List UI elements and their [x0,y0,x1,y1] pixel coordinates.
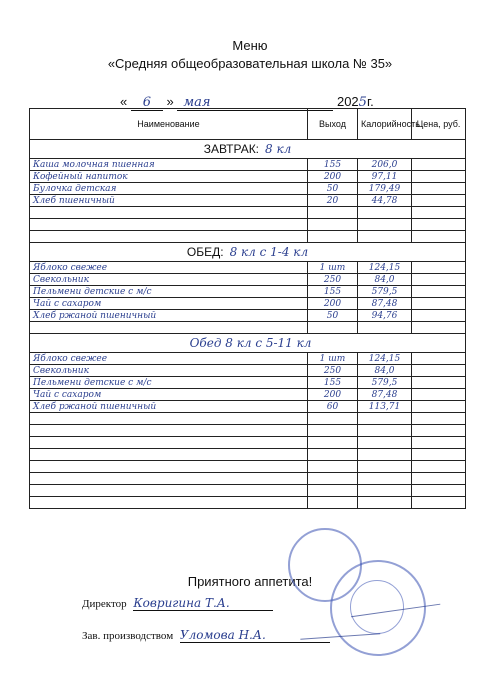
dish-kcal [358,207,412,219]
dish-price [412,473,466,485]
dish-price [412,413,466,425]
section-header [30,334,466,353]
dish-kcal [358,231,412,243]
table-row [30,195,466,207]
dish-kcal: 579,5 [358,377,412,389]
table-row [30,425,466,437]
dish-name [30,485,308,497]
table-row [30,274,466,286]
dish-name: Хлеб ржаной пшеничный [30,310,308,322]
dish-portion [308,461,358,473]
dish-kcal: 87,48 [358,389,412,401]
dish-price [412,219,466,231]
table-row [30,262,466,274]
dish-name: Чай с сахаром [30,298,308,310]
dish-kcal [358,425,412,437]
table-row [30,377,466,389]
dish-portion: 155 [308,159,358,171]
dish-kcal: 84,0 [358,365,412,377]
dish-kcal [358,449,412,461]
dish-name [30,461,308,473]
section-header [30,243,466,262]
footer-wish: Приятного аппетита! [187,574,313,589]
chef-label: Зав. производством [82,630,174,642]
column-header-name: Наименование [30,109,308,140]
table-row [30,449,466,461]
dish-kcal [358,497,412,509]
table-row [30,365,466,377]
section-header-cell [30,140,466,159]
dish-name: Каша молочная пшенная [30,159,308,171]
dish-portion [308,473,358,485]
school-name: «Средняя общеобразовательная школа № 35» [107,56,393,71]
chef-row [82,628,330,643]
dish-name: Яблоко свежее [30,353,308,365]
dish-price [412,449,466,461]
dish-portion [308,231,358,243]
dish-kcal [358,473,412,485]
dish-portion: 250 [308,365,358,377]
table-row [30,485,466,497]
dish-name: Пельмени детские с м/с [30,286,308,298]
dish-kcal [358,322,412,334]
dish-price [412,231,466,243]
table-row [30,413,466,425]
table-row [30,322,466,334]
dish-name [30,413,308,425]
table-row [30,286,466,298]
director-signature: Ковригина Т.А. [133,596,273,611]
date-close-quote: » [166,94,174,109]
dish-name: Свекольник [30,274,308,286]
dish-kcal: 94,76 [358,310,412,322]
dish-name: Кофейный напиток [30,171,308,183]
dish-portion [308,413,358,425]
dish-portion: 200 [308,389,358,401]
dish-price [412,286,466,298]
dish-name [30,231,308,243]
dish-price [412,437,466,449]
dish-portion [308,322,358,334]
column-header-kcal: Калорийность [358,109,412,140]
dish-portion: 1 шт [308,262,358,274]
dish-name [30,322,308,334]
dish-portion [308,449,358,461]
table-row [30,159,466,171]
dish-price [412,195,466,207]
dish-name: Булочка детская [30,183,308,195]
table-row [30,389,466,401]
dish-kcal [358,437,412,449]
dish-name: Хлеб пшеничный [30,195,308,207]
menu-title: Меню [232,38,268,53]
dish-name: Яблоко свежее [30,262,308,274]
dish-kcal: 113,71 [358,401,412,413]
date-day: 6 [131,95,163,111]
table-row [30,231,466,243]
section-header-cell [30,334,466,353]
dish-price [412,322,466,334]
date-year-prefix: 202 [336,94,359,109]
dish-portion [308,485,358,497]
dish-price [412,377,466,389]
dish-kcal [358,413,412,425]
dish-name [30,207,308,219]
dish-portion: 1 шт [308,353,358,365]
dish-name [30,449,308,461]
dish-name [30,437,308,449]
dish-kcal: 579,5 [358,286,412,298]
table-row [30,401,466,413]
table-row [30,497,466,509]
dish-price [412,274,466,286]
dish-price [412,310,466,322]
dish-name: Пельмени детские с м/с [30,377,308,389]
chef-signature: Уломова Н.А. [180,628,330,643]
table-row [30,298,466,310]
dish-kcal: 87,48 [358,298,412,310]
dish-name [30,219,308,231]
dish-price [412,485,466,497]
dish-price [412,298,466,310]
dish-portion [308,437,358,449]
table-row [30,473,466,485]
dish-kcal: 206,0 [358,159,412,171]
table-row [30,171,466,183]
dish-price [412,183,466,195]
dish-portion [308,207,358,219]
dish-name: Свекольник [30,365,308,377]
dish-price [412,353,466,365]
dish-kcal [358,485,412,497]
table-row [30,461,466,473]
dish-price [412,461,466,473]
dish-name: Хлеб ржаной пшеничный [30,401,308,413]
table-row [30,437,466,449]
dish-portion: 60 [308,401,358,413]
dish-kcal: 124,15 [358,353,412,365]
table-row [30,207,466,219]
menu-table [29,108,466,509]
section-note: Обед 8 кл с 5-11 кл [189,336,312,350]
dish-portion [308,497,358,509]
section-title: ЗАВТРАК: [203,142,260,156]
dish-price [412,401,466,413]
dish-portion: 50 [308,310,358,322]
dish-price [412,171,466,183]
dish-portion: 155 [308,377,358,389]
section-header-cell [30,243,466,262]
date-month: мая [177,95,333,111]
section-note: 8 кл [265,142,292,156]
dish-kcal: 44,78 [358,195,412,207]
dish-kcal [358,219,412,231]
dish-kcal: 179,49 [358,183,412,195]
dish-price [412,497,466,509]
dish-kcal [358,461,412,473]
table-row [30,310,466,322]
dish-kcal: 124,15 [358,262,412,274]
dish-kcal: 84,0 [358,274,412,286]
date-year-suffix: г. [366,94,374,109]
date-year-digit: 5 [358,95,367,110]
dish-price [412,425,466,437]
dish-name [30,473,308,485]
column-header-portion: Выход [308,109,358,140]
date-open-quote: « [120,94,128,109]
column-header-price: Цена, руб. [412,109,466,140]
dish-portion: 155 [308,286,358,298]
dish-portion: 200 [308,171,358,183]
table-row [30,183,466,195]
section-title: ОБЕД: [186,245,224,259]
dish-name [30,425,308,437]
dish-kcal: 97,11 [358,171,412,183]
dish-name [30,497,308,509]
dish-portion: 250 [308,274,358,286]
dish-price [412,365,466,377]
dish-portion [308,219,358,231]
dish-portion: 200 [308,298,358,310]
dish-price [412,159,466,171]
table-row [30,219,466,231]
dish-price [412,262,466,274]
director-row [82,596,273,611]
dish-portion: 20 [308,195,358,207]
dish-price [412,389,466,401]
table-row [30,353,466,365]
dish-portion [308,425,358,437]
dish-price [412,207,466,219]
section-note: 8 кл с 1-4 кл [229,245,309,259]
director-label: Директор [82,598,127,610]
dish-portion: 50 [308,183,358,195]
section-header [30,140,466,159]
dish-name: Чай с сахаром [30,389,308,401]
